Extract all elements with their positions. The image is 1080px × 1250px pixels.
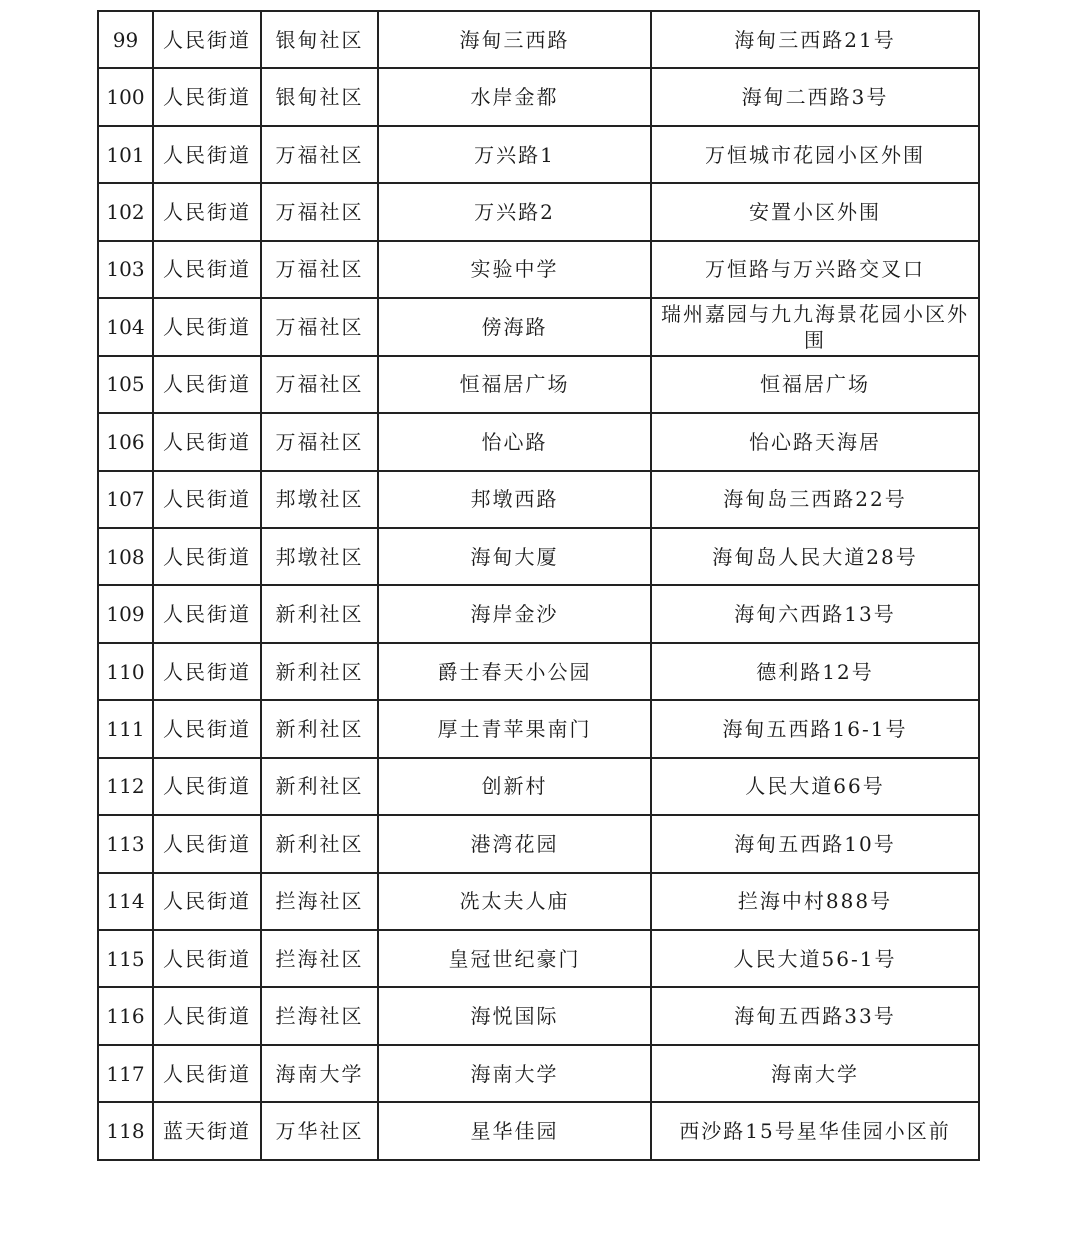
community-cell: 银甸社区 xyxy=(261,11,378,68)
community-cell: 万福社区 xyxy=(261,183,378,240)
row-number-cell: 107 xyxy=(98,471,153,528)
point-name-cell: 海南大学 xyxy=(378,1045,651,1102)
point-name-cell: 海甸大厦 xyxy=(378,528,651,585)
address-cell: 海甸五西路16-1号 xyxy=(651,700,979,757)
point-name-cell: 海悦国际 xyxy=(378,987,651,1044)
table-row xyxy=(98,700,979,757)
table-row xyxy=(98,356,979,413)
table-row xyxy=(98,585,979,642)
row-number-cell: 109 xyxy=(98,585,153,642)
row-number-cell: 106 xyxy=(98,413,153,470)
community-cell: 新利社区 xyxy=(261,815,378,872)
row-number-cell: 108 xyxy=(98,528,153,585)
table-row xyxy=(98,11,979,68)
row-number-cell: 115 xyxy=(98,930,153,987)
community-cell: 邦墩社区 xyxy=(261,528,378,585)
street-cell: 人民街道 xyxy=(153,126,261,183)
table-row xyxy=(98,241,979,298)
table-row xyxy=(98,126,979,183)
street-cell: 人民街道 xyxy=(153,585,261,642)
community-cell: 新利社区 xyxy=(261,585,378,642)
table-row xyxy=(98,528,979,585)
community-cell: 新利社区 xyxy=(261,700,378,757)
table-row xyxy=(98,815,979,872)
street-cell: 人民街道 xyxy=(153,758,261,815)
row-number-cell: 101 xyxy=(98,126,153,183)
community-cell: 新利社区 xyxy=(261,643,378,700)
point-name-cell: 厚土青苹果南门 xyxy=(378,700,651,757)
street-cell: 人民街道 xyxy=(153,471,261,528)
community-cell: 拦海社区 xyxy=(261,930,378,987)
row-number-cell: 99 xyxy=(98,11,153,68)
row-number-cell: 112 xyxy=(98,758,153,815)
community-cell: 万福社区 xyxy=(261,413,378,470)
row-number-cell: 110 xyxy=(98,643,153,700)
table-row xyxy=(98,413,979,470)
row-number-cell: 103 xyxy=(98,241,153,298)
address-cell: 恒福居广场 xyxy=(651,356,979,413)
location-table xyxy=(97,10,980,1161)
row-number-cell: 100 xyxy=(98,68,153,125)
point-name-cell: 万兴路1 xyxy=(378,126,651,183)
address-cell: 万恒城市花园小区外围 xyxy=(651,126,979,183)
street-cell: 人民街道 xyxy=(153,298,261,355)
address-cell: 人民大道66号 xyxy=(651,758,979,815)
community-cell: 万福社区 xyxy=(261,356,378,413)
street-cell: 人民街道 xyxy=(153,528,261,585)
street-cell: 人民街道 xyxy=(153,700,261,757)
address-cell: 西沙路15号星华佳园小区前 xyxy=(651,1102,979,1159)
table-body xyxy=(98,11,979,1160)
row-number-cell: 104 xyxy=(98,298,153,355)
table-row xyxy=(98,68,979,125)
table-row xyxy=(98,183,979,240)
community-cell: 海南大学 xyxy=(261,1045,378,1102)
community-cell: 万福社区 xyxy=(261,298,378,355)
address-cell: 海甸岛人民大道28号 xyxy=(651,528,979,585)
address-cell: 海南大学 xyxy=(651,1045,979,1102)
point-name-cell: 海甸三西路 xyxy=(378,11,651,68)
address-cell: 万恒路与万兴路交叉口 xyxy=(651,241,979,298)
table-row xyxy=(98,1102,979,1159)
table-row xyxy=(98,1045,979,1102)
street-cell: 人民街道 xyxy=(153,11,261,68)
street-cell: 人民街道 xyxy=(153,873,261,930)
table-row xyxy=(98,471,979,528)
point-name-cell: 傍海路 xyxy=(378,298,651,355)
street-cell: 人民街道 xyxy=(153,241,261,298)
address-cell: 安置小区外围 xyxy=(651,183,979,240)
community-cell: 万福社区 xyxy=(261,126,378,183)
row-number-cell: 111 xyxy=(98,700,153,757)
address-cell: 怡心路天海居 xyxy=(651,413,979,470)
row-number-cell: 113 xyxy=(98,815,153,872)
community-cell: 新利社区 xyxy=(261,758,378,815)
address-cell: 海甸二西路3号 xyxy=(651,68,979,125)
point-name-cell: 创新村 xyxy=(378,758,651,815)
point-name-cell: 爵士春天小公园 xyxy=(378,643,651,700)
row-number-cell: 102 xyxy=(98,183,153,240)
address-cell: 海甸五西路10号 xyxy=(651,815,979,872)
point-name-cell: 万兴路2 xyxy=(378,183,651,240)
point-name-cell: 实验中学 xyxy=(378,241,651,298)
address-cell: 瑞州嘉园与九九海景花园小区外围 xyxy=(651,298,979,355)
row-number-cell: 105 xyxy=(98,356,153,413)
document-page xyxy=(97,10,978,1161)
street-cell: 人民街道 xyxy=(153,413,261,470)
street-cell: 人民街道 xyxy=(153,815,261,872)
address-cell: 拦海中村888号 xyxy=(651,873,979,930)
table-row xyxy=(98,643,979,700)
table-row xyxy=(98,298,979,355)
row-number-cell: 114 xyxy=(98,873,153,930)
street-cell: 人民街道 xyxy=(153,643,261,700)
point-name-cell: 海岸金沙 xyxy=(378,585,651,642)
table-row xyxy=(98,987,979,1044)
address-cell: 海甸六西路13号 xyxy=(651,585,979,642)
point-name-cell: 星华佳园 xyxy=(378,1102,651,1159)
table-row xyxy=(98,758,979,815)
community-cell: 万福社区 xyxy=(261,241,378,298)
address-cell: 海甸岛三西路22号 xyxy=(651,471,979,528)
address-cell: 海甸五西路33号 xyxy=(651,987,979,1044)
community-cell: 银甸社区 xyxy=(261,68,378,125)
street-cell: 蓝天街道 xyxy=(153,1102,261,1159)
point-name-cell: 怡心路 xyxy=(378,413,651,470)
table-row xyxy=(98,873,979,930)
address-cell: 海甸三西路21号 xyxy=(651,11,979,68)
community-cell: 拦海社区 xyxy=(261,987,378,1044)
street-cell: 人民街道 xyxy=(153,183,261,240)
point-name-cell: 恒福居广场 xyxy=(378,356,651,413)
street-cell: 人民街道 xyxy=(153,930,261,987)
street-cell: 人民街道 xyxy=(153,68,261,125)
address-cell: 德利路12号 xyxy=(651,643,979,700)
point-name-cell: 皇冠世纪豪门 xyxy=(378,930,651,987)
community-cell: 拦海社区 xyxy=(261,873,378,930)
point-name-cell: 水岸金都 xyxy=(378,68,651,125)
row-number-cell: 116 xyxy=(98,987,153,1044)
community-cell: 邦墩社区 xyxy=(261,471,378,528)
address-cell: 人民大道56-1号 xyxy=(651,930,979,987)
community-cell: 万华社区 xyxy=(261,1102,378,1159)
street-cell: 人民街道 xyxy=(153,356,261,413)
row-number-cell: 118 xyxy=(98,1102,153,1159)
point-name-cell: 港湾花园 xyxy=(378,815,651,872)
point-name-cell: 邦墩西路 xyxy=(378,471,651,528)
point-name-cell: 冼太夫人庙 xyxy=(378,873,651,930)
street-cell: 人民街道 xyxy=(153,987,261,1044)
street-cell: 人民街道 xyxy=(153,1045,261,1102)
table-row xyxy=(98,930,979,987)
row-number-cell: 117 xyxy=(98,1045,153,1102)
